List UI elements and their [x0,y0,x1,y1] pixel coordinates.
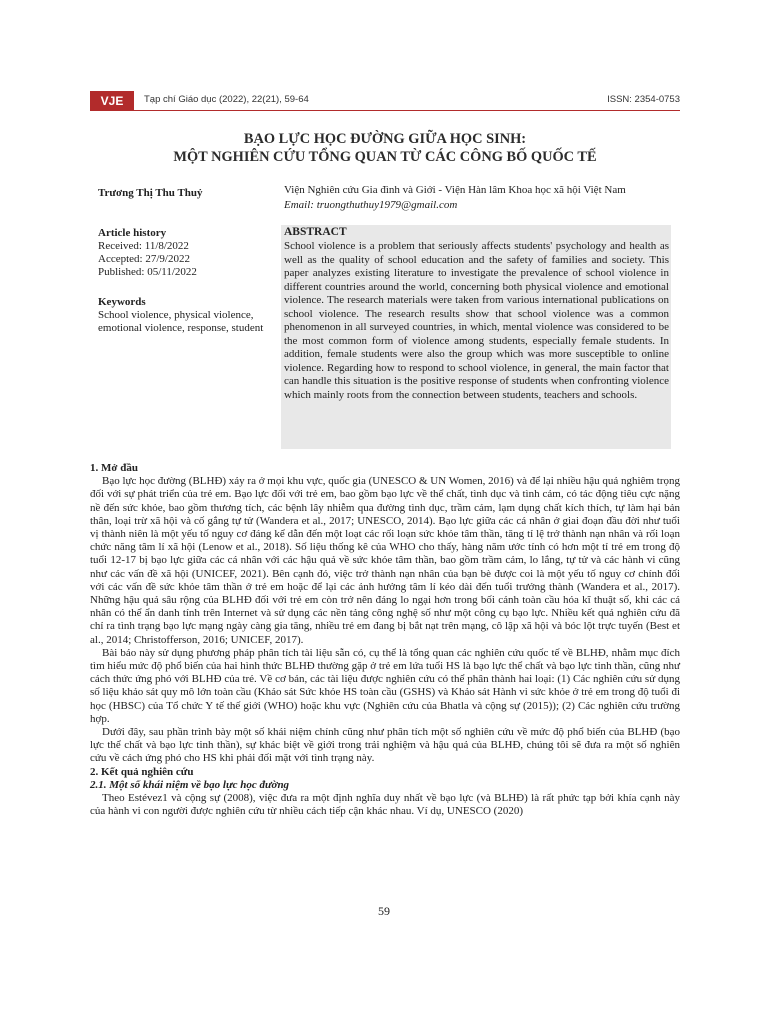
section-2-heading: 2. Kết quả nghiên cứu [90,765,194,778]
accepted-date: Accepted: 27/9/2022 [98,253,190,265]
journal-header [90,91,680,111]
header-rule [134,110,680,111]
abstract-box [281,225,671,449]
published-date: Published: 05/11/2022 [98,266,197,278]
author-email: Email: truongthuthuy1979@gmail.com [284,198,458,211]
section-2-1-heading: 2.1. Một số khái niệm về bạo lực học đường [90,778,290,791]
paper-title-line-2: MỘT NGHIÊN CỨU TỔNG QUAN TỪ CÁC CÔNG BỐ QUỐC TẾ [173,149,597,165]
author-name: Trương Thị Thu Thuỷ [98,187,203,199]
received-date: Received: 11/8/2022 [98,240,189,252]
paragraph-4: Theo Estévez1 và cộng sự (2008), việc đưa ra một định nghĩa duy nhất về bạo lực (và BLHĐ) là rất phức tạp bởi khía cạnh này của hành vi con người được nghiên cứu từ nhiều cách tiếp cận khác nhau. Ví dụ, UNESCO (2020) [90,792,680,818]
affiliation: Viện Nghiên cứu Gia đình và Giới - Viện Hàn lâm Khoa học xã hội Việt Nam [284,184,626,196]
page-number: 59 [378,904,390,918]
paper-title [90,130,680,166]
keywords-heading: Keywords [98,296,146,308]
abstract-heading: ABSTRACT [284,226,347,238]
paper-title-line-1: BẠO LỰC HỌC ĐƯỜNG GIỮA HỌC SINH: [243,131,527,147]
author-affiliation-block [284,183,684,212]
abstract-text: School violence is a problem that seriously affects students' psychology and health as well as the quality of school education and the safety of families and society. This paper analyzes existing literature to investigate the prevalence of school violence in different countries around the world, concerning both physical violence and emotional violence. The research materials were taken from various international publications on school violence. The research results show that school violence was a common phenomenon in all surveyed countries, in which, mental violence was considered to be the most common form of violence among students, especially female students. In addition, female students were also the group which was more susceptible to online violence. Regarding how to respond to school violence, in general, the main factor that can handle this situation is the positive response of students when confronting violence which mainly roots from the connection between students, teachers and schools. [284,240,669,401]
paper-body [90,462,680,818]
section-1-heading: 1. Mở đầu [90,462,138,474]
issn: ISSN: 2354-0753 [607,94,680,105]
paragraph-1: Bạo lực học đường (BLHĐ) xảy ra ở mọi khu vực, quốc gia (UNESCO & UN Women, 2016) và để lại nhiều hậu quả nghiêm trọng đối với sự phát triển của trẻ em. Bạo lực đối với trẻ em, bao gồm bạo lực về thể chất, tình dục và tình cảm, có tác động tiêu cực nặng nề đến sức khỏe, bao gồm thương tích, các bệnh lây nhiễm qua đường tình dục, trầm cảm, lạm dụng chất kích thích, tự làm hại bản thân, loại trừ xã hội và cố gắng tự tử (Wandera et al., 2017; UNESCO, 2014). Bạo lực giữa các cá nhân ở giai đoạn đầu đời như tuổi vị thành niên là một yếu tố nguy cơ đáng kể dẫn đến một loạt các rối loạn sức khỏe tâm thần, tăng tỉ lệ trở thành nạn nhân và rối loạn chức năng tâm lí xã hội (Lenow et al., 2018). Số liệu thống kê của WHO cho thấy, hàng năm ước tính có hơn một tỉ trẻ em trong độ tuổi 12-17 bị bạo lực giữa các cá nhân với các hậu quả về sức khỏe tâm thần, bao gồm trầm cảm, lo lắng, tự tử và các hành vi cũng như các vấn đề xã hội (UNICEF, 2021). Bên cạnh đó, việc trở thành nạn nhân của bạn bè được coi là một yếu tố nguy cơ chính đối với các vấn đề sức khỏe tâm thần ở trẻ em hoặc để lại các ảnh hưởng tâm lí kéo dài đến tuổi trưởng thành (Wandera et al., 2017). Những hậu quả sâu rộng của BLHĐ đối với trẻ em còn trở nên đáng lo ngại hơn trong bối cảnh toàn cầu hóa kĩ thuật số, khi các cá nhân có thể ẩn danh tính trên Internet và sử dụng các nền tảng công nghệ số như một công cụ bạo lực. Nhiều kết quả nghiên cứu đã chỉ ra tình trạng bạo lực mạng ngày càng gia tăng, nhiều trẻ em đang bị bắt nạt trên mạng, cô lập xã hội và bóc lột trực tuyến (Best et al., 2014; Christofferson, 2016; UNICEF, 2017). [90,475,681,646]
article-history-heading: Article history [98,227,167,239]
journal-reference: Tạp chí Giáo dục (2022), 22(21), 59-64 [144,94,309,105]
paragraph-2: Bài báo này sử dụng phương pháp phân tích tài liệu sẵn có, cụ thể là tổng quan các nghiên cứu quốc tế về BLHĐ, nhằm mục đích tìm hiểu mức độ phổ biến của hai hình thức BLHĐ thường gặp ở trẻ em lứa tuổi HS là bạo lực thể chất và bạo lực tinh thần, cũng như cách thức ứng phó với BLHĐ của trẻ. Về cơ bản, các tài liệu được nghiên cứu có thể phân thành hai loại: (1) Các nghiên cứu sử dụng số liệu khảo sát quy mô lớn toàn cầu (Khảo sát Sức khỏe HS toàn cầu (GSHS) và Khảo sát Hành vi sức khỏe ở trẻ em trong độ tuổi đi học (HBSC) của Tổ chức Y tế thế giới (WHO) hoặc khu vực (Nghiên cứu của Bhatla và cộng sự (2015)); (2) Các nghiên cứu trường hợp. [90,646,680,725]
journal-logo-badge: VJE [90,91,134,111]
keywords-text: School violence, physical violence, emotional violence, response, student [98,309,264,334]
article-info [98,227,268,335]
paragraph-3: Dưới đây, sau phần trình bày một số khái niệm chính cũng như phân tích một số nghiên cứu về mức độ phổ biến của BLHĐ (bạo lực thể chất và bạo lực tinh thần), sự khác biệt về giới trong trải nghiệm và hậu quả của BLHĐ, chúng tôi sẽ đưa ra một số nghiên cứu về cách ứng phó cho HS khi phải đối mặt với tình trạng này. [90,726,680,765]
